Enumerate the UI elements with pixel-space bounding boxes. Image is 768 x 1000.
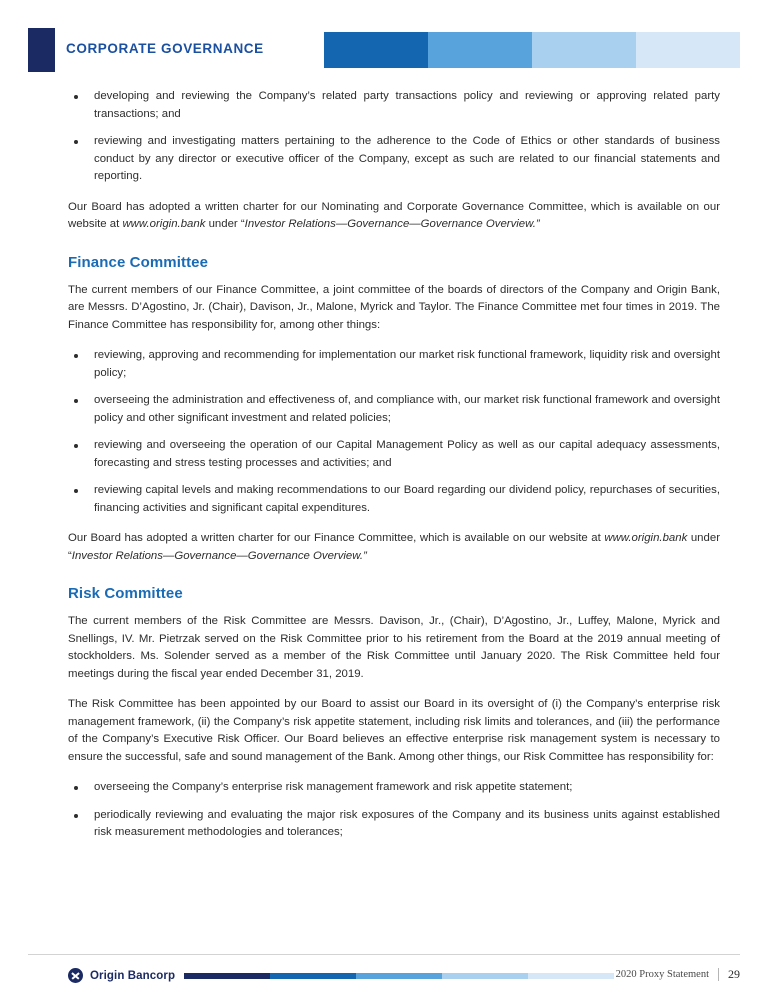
finance-charter-paragraph — [68, 530, 720, 565]
footer-bar-4 — [442, 973, 528, 979]
nominating-charter-paragraph — [68, 199, 720, 234]
finance-charter-text-2: under “ — [68, 532, 720, 562]
audit-committee-responsibilities-list — [68, 88, 720, 186]
page-footer — [0, 954, 768, 1000]
header-navy-accent — [28, 28, 55, 72]
list-item: reviewing capital levels and making recommendations to our Board regarding our dividend policy, repurchases of securities, financing activities and significant capital expenditures. — [68, 482, 720, 517]
page-header — [0, 28, 768, 72]
footer-divider-line — [28, 954, 740, 955]
document-label: 2020 Proxy Statement — [615, 969, 709, 980]
finance-committee-heading: Finance Committee — [68, 253, 209, 271]
nominating-charter-text-1: Our Board has adopted a written charter for our Nominating and Corporate Governance Committee, which is available on our website at — [68, 200, 720, 230]
list-item: reviewing and overseeing the operation of our Capital Management Policy as well as our capital adequacy assessments, forecasting and stress testing processes and activities; and — [68, 437, 720, 472]
header-bar-4 — [636, 32, 740, 68]
finance-committee-intro: The current members of our Finance Committee, a joint committee of the boards of directors of the Company and Origin Bank, are Messrs. D’Agostino, Jr. (Chair), Davison, Jr., Malone, Myrick and Taylor. The Finance Committee met four times in 2019. The Finance Committee has responsibility for, among other things: — [68, 283, 720, 331]
risk-committee-oversight-paragraph: The Risk Committee has been appointed by our Board to assist our Board in its oversight of (i) the Company’s enterprise risk management framework, (ii) the Company’s risk appetite statement, including risk limits and tolerances, and (iii) the performance of the Company’s Executive Risk Officer. Our Board believes an effective enterprise risk management system is necessary to ensure the successful, safe and sound management of the Bank. Among other things, our Risk Committee has responsibility for: — [68, 698, 720, 763]
page-title: CORPORATE GOVERNANCE — [66, 41, 264, 56]
footer-meta — [616, 967, 740, 982]
footer-bar-1 — [184, 973, 270, 979]
risk-committee-responsibilities-list — [68, 779, 720, 842]
list-item: developing and reviewing the Company’s related party transactions policy and reviewing or approving related party transactions; and — [68, 88, 720, 123]
footer-meta-divider — [718, 968, 719, 981]
company-logo — [68, 968, 175, 983]
footer-bar-3 — [356, 973, 442, 979]
finance-charter-website: www.origin.bank — [604, 532, 688, 544]
header-bar-3 — [532, 32, 636, 68]
finance-charter-text-1: Our Board has adopted a written charter for our Finance Committee, which is available on our website at — [68, 532, 605, 544]
risk-committee-members-paragraph: The current members of the Risk Committee are Messrs. Davison, Jr., (Chair), D’Agostino, Jr., Luffey, Malone, Myrick and Snellings, IV. Mr. Pietrzak served on the Risk Committee prior to his retirement from the Board at the 2019 annual meeting of stockholders. Ms. Solender served as a member of the Risk Committee until January 2020. The Risk Committee held four meetings during the fiscal year ended December 31, 2019. — [68, 615, 720, 680]
company-name: Origin Bancorp — [90, 969, 176, 982]
page-number: 29 — [728, 967, 740, 981]
header-color-bars — [324, 32, 740, 68]
document-body — [68, 88, 720, 855]
origin-bancorp-logo-icon — [68, 968, 83, 983]
finance-charter-path: Investor Relations—Governance—Governance Overview.” — [71, 549, 367, 562]
list-item: reviewing, approving and recommending for implementation our market risk functional framework, liquidity risk and oversight policy; — [68, 347, 720, 382]
footer-bar-2 — [270, 973, 356, 979]
risk-committee-heading: Risk Committee — [68, 585, 183, 602]
finance-committee-responsibilities-list — [68, 347, 720, 517]
nominating-charter-website: www.origin.bank — [122, 218, 206, 230]
list-item: periodically reviewing and evaluating the major risk exposures of the Company and its business units against established risk measurement methodologies and tolerances; — [68, 807, 720, 842]
list-item: overseeing the administration and effectiveness of, and compliance with, our market risk functional framework and oversight policy and other significant investment and related policies; — [68, 392, 720, 427]
nominating-charter-path: Investor Relations—Governance—Governance Overview.” — [244, 218, 540, 230]
header-bar-2 — [428, 32, 532, 68]
footer-bar-5 — [528, 973, 614, 979]
footer-color-bars — [184, 973, 614, 979]
list-item: reviewing and investigating matters pertaining to the adherence to the Code of Ethics or other standards of business conduct by any director or executive officer of the Company, except as such are related to our financial statements and reporting. — [68, 133, 720, 186]
nominating-charter-text-2: under “ — [205, 218, 245, 230]
header-bar-1 — [324, 32, 428, 68]
list-item: overseeing the Company’s enterprise risk management framework and risk appetite statement; — [68, 779, 720, 797]
